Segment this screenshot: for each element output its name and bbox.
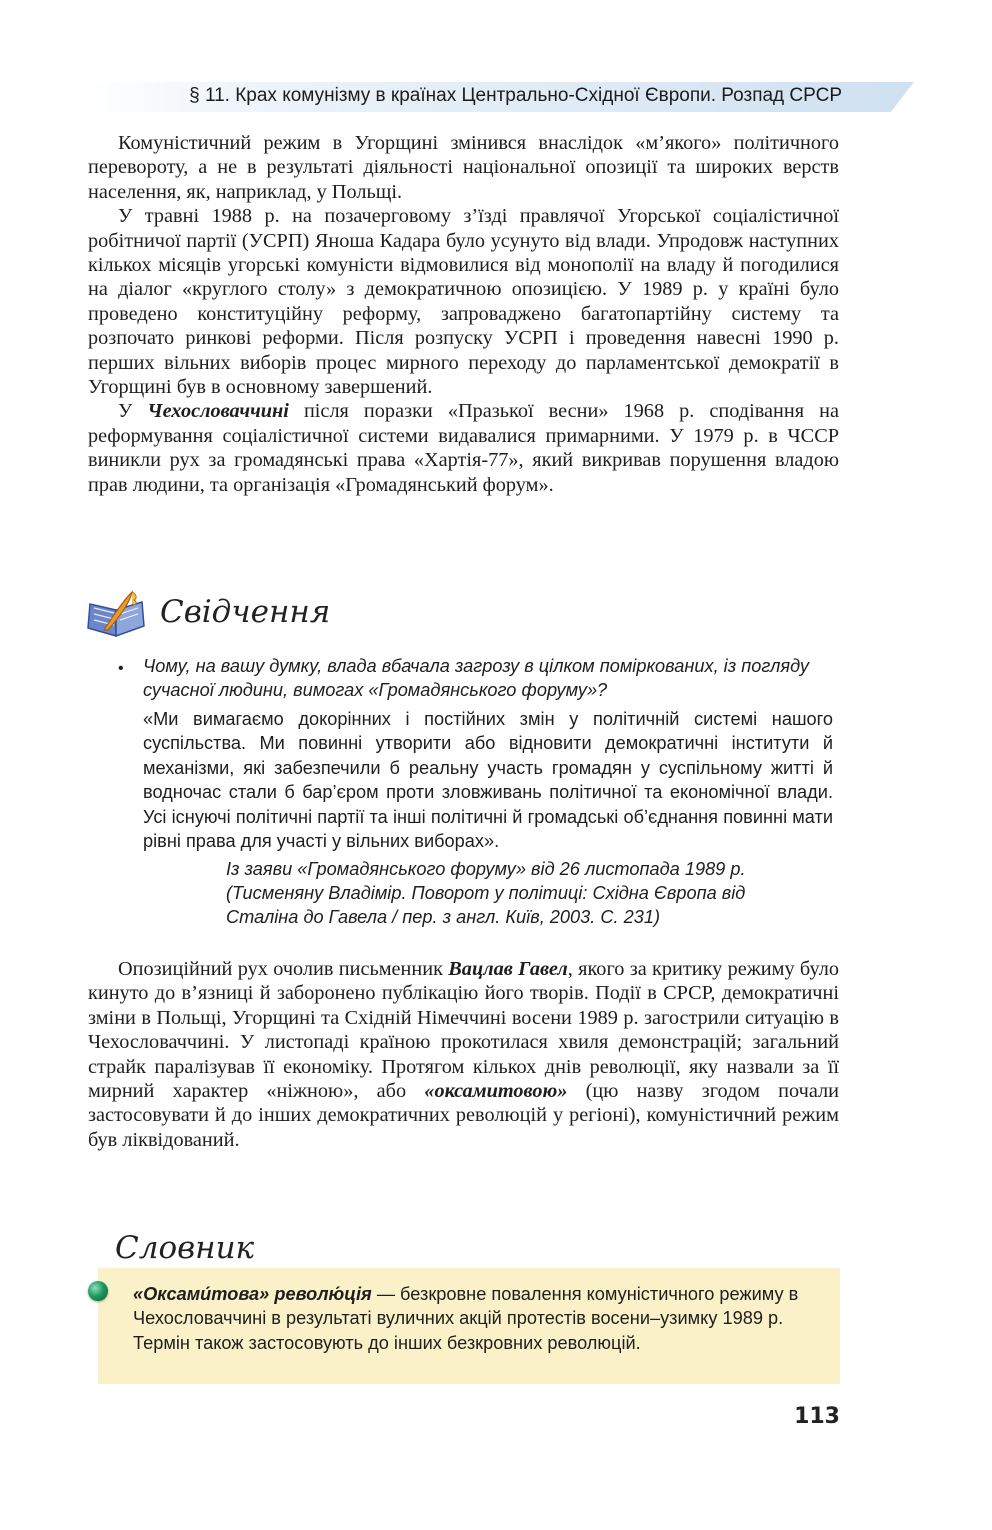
source-line: (Тисменяну Владімір. Поворот у політиці: Східна Європа від [226, 883, 746, 903]
text-span: (цю назву згодом почали застосовувати й до інших демократичних революцій у регіоні), комуністичний режим був ліквідований. [88, 1080, 839, 1151]
text-span: Опозиційний рух очолив письменник [118, 958, 449, 980]
glossary-definition: — безкровне повалення комуністичного режиму в Чехословаччині в результаті вуличних акцій протестів восени–узимку 1989 р. Термін також застосовують до інших безкровних революцій. [133, 1284, 799, 1353]
bold-term-havel: Вацлав Гавел [448, 958, 568, 980]
text-span: У [118, 400, 148, 423]
intro-text [88, 131, 839, 497]
quote-source [226, 857, 826, 929]
paragraph-hungary-2: У травні 1988 р. на позачерговому з’їзді правлячої Угорської соціалістичної робітничої партії (УСРП) Яноша Кадара було усунуто від влади. Упродовж наступних кількох місяців угорські комуністи відмовилися від монополії на владу й погодилися на діалог «круглого столу» з демократичною опозицією. У 1989 р. у країні було проведено конституційну реформу, запроваджено багатопартійну систему та розпочато ринкові реформи. Після розпуску УСРП і проведення навесні 1990 р. перших вільних виборів процес мирного переходу до парламентської демократії в Угорщині був в основному завершений. [88, 205, 839, 399]
glossary-entry [133, 1282, 827, 1355]
glossary-term: «Оксами́това» револю́ція [133, 1284, 372, 1304]
text-span: , якого за критику режиму було кинуто до в’язниці й заборонено публікацію його творів. Події в СРСР, демократичні зміни в Польщі, Угорщині та Східній Німеччині восени 1989 р. загострили ситуацію в Чехословаччині. У листопаді країною прокотилася хвиля демонстрацій; загальний страйк паралізував її економіку. Протягом кількох днів революції, яку назвали за її мирний характер «ніжною», або [88, 958, 839, 1103]
havel-text [88, 957, 839, 1152]
page-number: 113 [794, 1404, 840, 1429]
testimony-quote: «Ми вимагаємо докорінних і постійних змін у політичній системі нашого суспільства. Ми повинні утворити або відновити демократичні інститути й механізми, які забезпечили б реальну участь громадян у суспільному житті й водночас стали б бар’єром проти зловживань політичної та економічної влади. Усі існуючі політичні партії та інші політичні й громадські об’єднання повинні мати рівні права для участі у вільних виборах». [143, 709, 833, 852]
bold-term-czechoslovakia: Чехословаччині [147, 400, 289, 423]
testimony-question: Чому, на вашу думку, влада вбачала загрозу в цілком поміркованих, із погляду сучасної людини, вимогах «Громадянського форуму»? [143, 656, 810, 700]
glossary-title: Словник [115, 1230, 255, 1266]
paragraph-hungary-1: Комуністичний режим в Угорщині змінився внаслідок «м’якого» політичного перевороту, а не в результаті діяльності національної опозиції та широких верств населення, як, наприклад, у Польщі. [88, 132, 839, 203]
testimony-title: Свідчення [160, 594, 331, 630]
text-span: після поразки «Празької весни» 1968 р. сподівання на реформування соціалістичної системи видавалися примарними. У 1979 р. в ЧССР виникли рух за громадянські права «Хартія-77», який викривав порушення владою прав людини, та організація «Громадянський форум». [88, 400, 839, 496]
bullet-icon: • [118, 660, 124, 677]
paragraph-havel [88, 957, 839, 1152]
running-title: § 11. Крах комунізму в країнах Центрально-Східної Європи. Розпад СРСР [189, 85, 842, 106]
book-quill-icon [86, 588, 150, 640]
source-line: Із заяви «Громадянського форуму» від 26 листопада 1989 р. [226, 859, 746, 879]
bold-term-velvet: «оксамитовою» [424, 1080, 568, 1103]
glossary-bullet-icon [88, 1281, 108, 1301]
source-line: Сталіна до Гавела / пер. з англ. Київ, 2003. С. 231) [226, 907, 661, 927]
paragraph-czechoslovakia [88, 399, 839, 497]
